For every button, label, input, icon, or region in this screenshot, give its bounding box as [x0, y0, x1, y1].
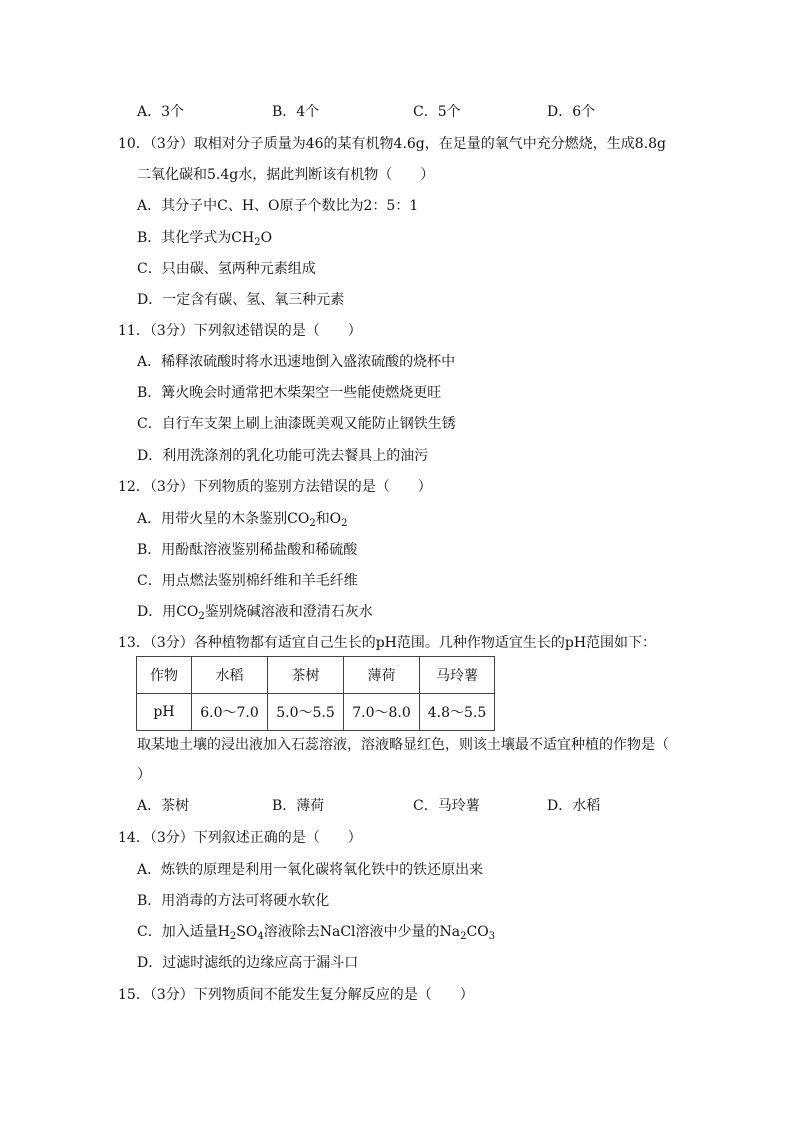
- q13-option-b: B．薄荷: [272, 798, 325, 814]
- q11-option-c: C．自行车支架上刷上油漆既美观又能防止钢铁生锈: [137, 416, 456, 432]
- q12-option-b: B．用酚酞溶液鉴别稀盐酸和稀硫酸: [137, 542, 358, 558]
- q9-option-d: D．6个: [547, 104, 596, 120]
- q12-option-c: C．用点燃法鉴别棉纤维和羊毛纤维: [137, 573, 358, 589]
- q14-option-c: C．加入适量$H_2SO_4$溶液除去NaCl溶液中少量的$Na_2CO_3$: [137, 924, 496, 942]
- q11-stem: 11．（3分）下列叙述错误的是（ ）: [118, 323, 362, 339]
- q10-option-d: D．一定含有碳、氢、氧三种元素: [137, 292, 345, 308]
- q12-option-a: A．用带火星的木条鉴别$CO_2$和$O_2$: [137, 511, 348, 529]
- ph-table-header-cell: 薄荷: [344, 657, 420, 694]
- ph-table-header-row: [137, 657, 495, 694]
- q10-stem-line1: 10．（3分）取相对分子质量为46的某有机物4.6g，在足量的氧气中充分燃烧，生成8.8g: [118, 136, 666, 152]
- q10-option-b: B．其化学式为$CH_2O$: [137, 230, 273, 248]
- q13-stem: 13．（3分）各种植物都有适宜自己生长的pH范围。几种作物适宜生长的pH范围如下：: [118, 635, 657, 651]
- q13-option-a: A．茶树: [137, 798, 190, 814]
- q11-option-d: D．利用洗涤剂的乳化功能可洗去餐具上的油污: [137, 448, 429, 464]
- q13-option-c: C．马玲薯: [413, 798, 480, 814]
- q11-option-b: B．篝火晚会时通常把木柴架空一些能使燃烧更旺: [137, 385, 442, 401]
- ph-table: [136, 656, 495, 731]
- ph-table-cell: 5.0～5.5: [268, 694, 344, 731]
- ph-table-cell: 6.0～7.0: [192, 694, 268, 731]
- q15-stem: 15．（3分）下列物质间不能发生复分解反应的是（ ）: [118, 987, 474, 1003]
- q9-option-a: A．3个: [137, 104, 185, 120]
- q14-option-a: A．炼铁的原理是利用一氧化碳将氧化铁中的铁还原出来: [137, 862, 484, 878]
- q9-option-b: B．4个: [272, 104, 320, 120]
- q14-option-d: D．过滤时滤纸的边缘应高于漏斗口: [137, 955, 359, 971]
- q9-option-c: C．5个: [413, 104, 461, 120]
- q13-text-line2: ）: [137, 767, 151, 783]
- ph-table-cell: 7.0～8.0: [344, 694, 420, 731]
- ph-table-header-cell: 作物: [137, 657, 192, 694]
- ph-table-cell: pH: [137, 694, 192, 731]
- ph-table-cell: 4.8～5.5: [420, 694, 495, 731]
- q14-option-b: B．用消毒的方法可将硬水软化: [137, 893, 330, 909]
- q13-option-d: D．水稻: [547, 798, 601, 814]
- q13-text-line1: 取某地土壤的浸出液加入石蕊溶液，溶液略显红色，则该土壤最不适宜种植的作物是（: [137, 737, 669, 753]
- q10-option-a: A．其分子中C、H、O原子个数比为2：5：1: [137, 198, 419, 214]
- q12-option-d: D．用$CO_2$鉴别烧碱溶液和澄清石灰水: [137, 604, 373, 622]
- q10-option-c: C．只由碳、氢两种元素组成: [137, 261, 316, 277]
- ph-table-header-cell: 马玲薯: [420, 657, 495, 694]
- q14-stem: 14．（3分）下列叙述正确的是（ ）: [118, 830, 362, 846]
- ph-table-header-cell: 茶树: [268, 657, 344, 694]
- ph-table-value-row: [137, 694, 495, 731]
- ph-table-header-cell: 水稻: [192, 657, 268, 694]
- q12-stem: 12．（3分）下列物质的鉴别方法错误的是（ ）: [118, 479, 432, 495]
- q10-stem-line2: 二氧化碳和5.4g水，据此判断该有机物（ ）: [137, 167, 435, 183]
- q11-option-a: A．稀释浓硫酸时将水迅速地倒入盛浓硫酸的烧杯中: [137, 354, 456, 370]
